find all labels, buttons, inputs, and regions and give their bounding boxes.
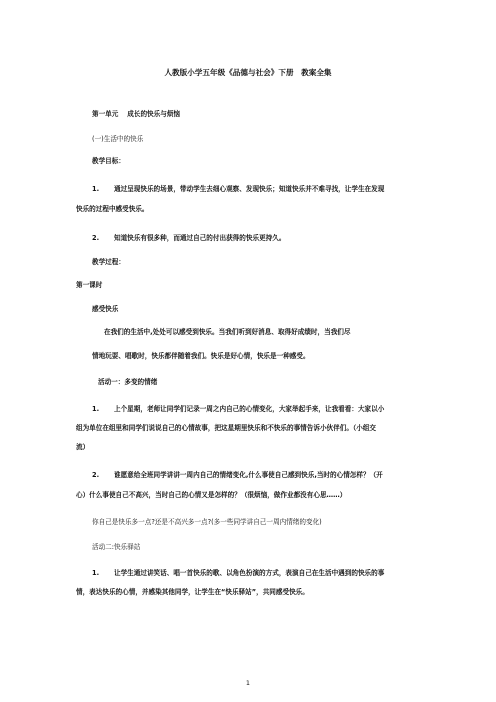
step-3-number: 1. [92,569,100,577]
step-3-line-1 [92,569,384,578]
step-1-line-1 [92,405,384,414]
objective-1-text: 通过呈现快乐的场景，带动学生去细心观察、发现快乐；知道快乐并不难寻找，让学生在发现 [114,185,385,193]
page-number: 1 [245,679,251,687]
activity-1-heading: 活动一：多变的情绪 [98,378,158,386]
step-2-text: 谁愿意给全班同学讲讲一周内自己的情绪变化,什么事使自己感到快乐,当时的心情怎样？（开 [114,471,383,479]
intro-line-1: 在我们的生活中,处处可以感受到快乐。当我们听到好消息、取得好成绩时，当我们尽 [104,328,351,336]
objectives-heading: 教学目标： [92,157,125,165]
step-2-line-2: 心）什么事使自己不高兴，当时自己的心情又是怎样的？（很烦恼，做作业都没有心思……） [76,491,347,499]
step-2-line-1 [92,471,383,480]
document-title: 人教版小学五年级《品德与社会》下册 教案全集 [164,68,332,77]
objective-2-text: 知道快乐有很多种，而通过自己的付出获得的快乐更持久。 [114,234,286,242]
step-3-line-2: 情，表达快乐的心情，并感染其他同学，让学生在“快乐驿站”，共同感受快乐。 [76,588,309,596]
process-heading: 教学过程： [92,258,125,266]
objective-2-number: 2. [92,234,100,242]
step-2-number: 2. [92,471,100,479]
step-3-text: 让学生通过讲笑话、唱一首快乐的歌、以角色扮演的方式，表演自己在生活中遇到的快乐的事 [114,569,385,577]
section-heading: (一)生活中的快乐 [92,135,144,143]
lesson-heading: 第一课时 [76,281,103,289]
objective-1-line-2: 快乐的过程中感受快乐。 [76,205,149,213]
step-1-line-3: 流） [76,443,90,451]
step-1-line-2: 组为单位在组里和同学们说说自己的心情故事，把这星期里快乐和不快乐的事情告诉小伙伴们。（小组交 [76,424,377,432]
question-line: 你自己是快乐多一点?还是不高兴多一点?(多一些同学讲自己一周内情绪的变化) [92,518,322,526]
intro-line-2: 情地玩耍、唱歌时，快乐都伴随着我们。快乐是好心情，快乐是一种感受。 [92,352,310,360]
topic-heading: 感受快乐 [92,305,119,313]
step-1-text: 上个星期，老师让同学们记录一周之内自己的心情变化，大家举起手来，让我看看：大家以小 [114,405,385,413]
objective-1-number: 1. [92,185,100,193]
objective-2-line-1 [92,234,285,243]
objective-1-line-1 [92,185,384,194]
step-1-number: 1. [92,405,100,413]
activity-2-heading: 活动二:快乐驿站 [92,543,141,551]
unit-heading: 第一单元 成长的快乐与烦恼 [92,110,181,118]
